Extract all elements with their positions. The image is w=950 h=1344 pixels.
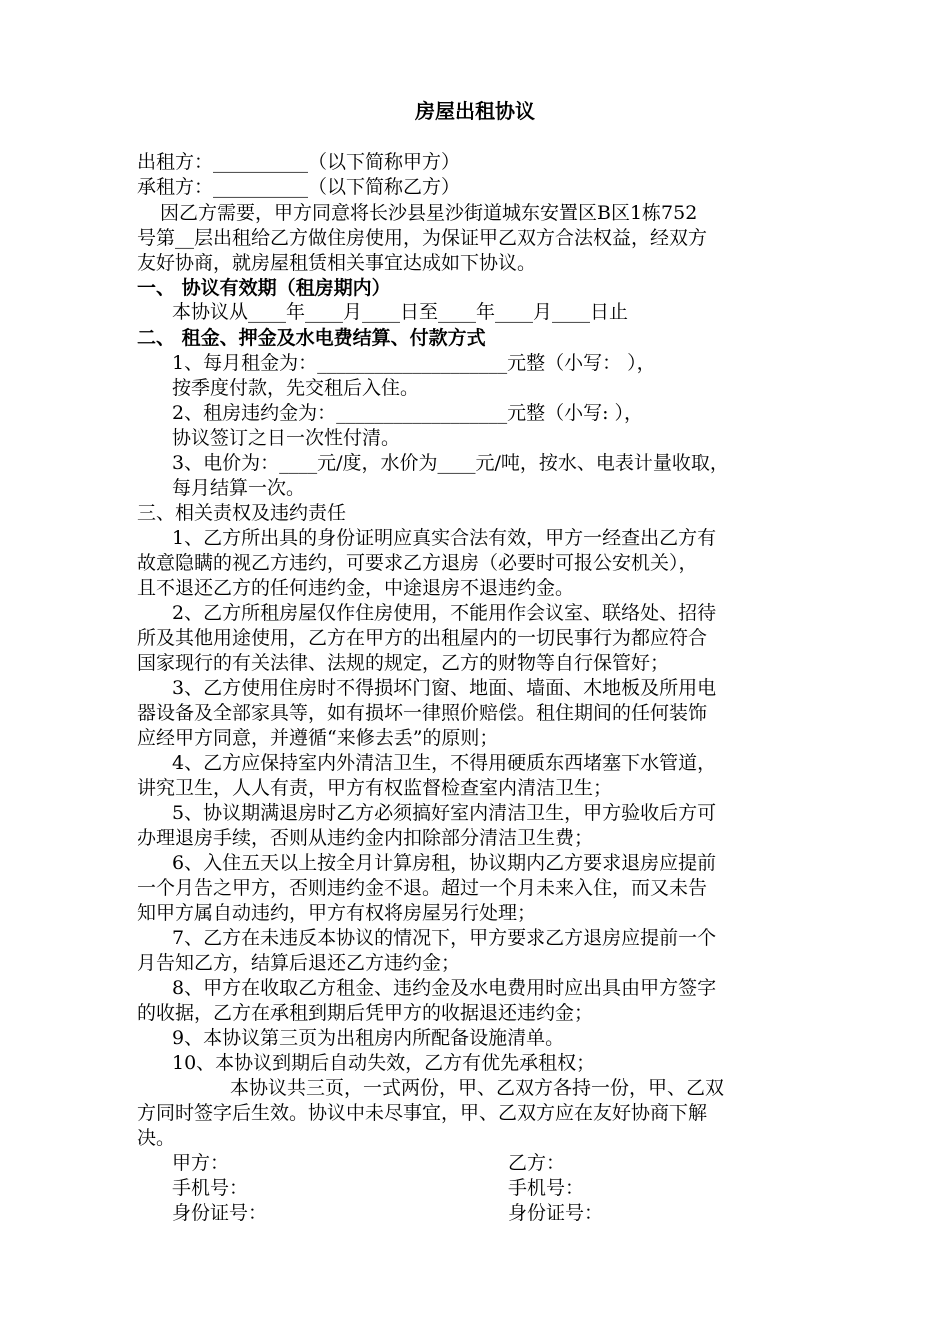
party-a-id-label: 身份证号：: [172, 1202, 268, 1224]
clause-line: 3、乙方使用住房时不得损坏门窗、地面、墙面、木地板及所用电: [172, 677, 717, 699]
clause-line: 一个月告之甲方，否则违约金不退。超过一个月未来入住，而又未告: [137, 877, 708, 899]
section-1-heading: 一、 协议有效期（租房期内）: [137, 277, 391, 299]
clause-line: 的收据，乙方在承租到期后凭甲方的收据退还违约金；: [137, 1002, 594, 1024]
clause-line: 8、甲方在收取乙方租金、违约金及水电费用时应出具由甲方签字: [172, 977, 717, 999]
closing-line: 方同时签字后生效。协议中未尽事宜，甲、乙双方应在友好协商下解: [137, 1102, 708, 1124]
closing-line: 本协议共三页，一式两份，甲、乙双方各持一份，甲、乙双: [230, 1077, 725, 1099]
clause-line: 1、乙方所出具的身份证明应真实合法有效，甲方一经查出乙方有: [172, 527, 717, 549]
clause-line: 国家现行的有关法律、法规的规定，乙方的财物等自行保管好；: [137, 652, 670, 674]
lessor-line: 出租方：__________（以下简称甲方）: [137, 151, 461, 173]
clause-line: 6、入住五天以上按全月计算房租，协议期内乙方要求退房应提前: [172, 852, 717, 874]
clause-line: 月告知乙方，结算后退还乙方违约金；: [137, 952, 461, 974]
clause-line: 讲究卫生，人人有责，甲方有权监督检查室内清洁卫生；: [137, 777, 613, 799]
closing-line: 决。: [137, 1127, 176, 1149]
clause-line: 故意隐瞒的视乙方违约，可要求乙方退房（必要时可报公安机关），: [137, 552, 698, 574]
party-b-phone-label: 手机号：: [508, 1177, 585, 1199]
clause-line: 10、本协议到期后自动失效，乙方有优先承租权；: [172, 1052, 596, 1074]
intro-line: 号第__层出租给乙方做住房使用，为保证甲乙双方合法权益，经双方: [137, 227, 708, 249]
rent-line: 1、每月租金为：____________________元整（小写： ），: [172, 352, 656, 374]
clause-line: 7、乙方在未违反本协议的情况下，甲方要求乙方退房应提前一个: [172, 927, 717, 949]
clause-line: 4、乙方应保持室内外清洁卫生，不得用硬质东西堵塞下水管道，: [172, 752, 717, 774]
clause-line: 器设备及全部家具等，如有损坏一律照价赔偿。租住期间的任何装饰: [137, 702, 708, 724]
validity-period-line: 本协议从____年____月____日至____年____月____日止: [172, 301, 629, 323]
clause-line: 所及其他用途使用，乙方在甲方的出租屋内的一切民事行为都应符合: [137, 627, 708, 649]
deposit-line: 2、租房违约金为：__________________元整（小写: ），: [172, 402, 644, 424]
utility-line: 3、电价为：____元/度，水价为____元/吨，按水、电表计量收取，: [172, 452, 729, 474]
intro-line: 因乙方需要，甲方同意将长沙县星沙街道城东安置区B区1栋752: [160, 202, 698, 224]
clause-line: 5、协议期满退房时乙方必须搞好室内清洁卫生，甲方验收后方可: [172, 802, 717, 824]
deposit-line: 协议签订之日一次性付清。: [172, 427, 401, 449]
party-b-id-label: 身份证号：: [508, 1202, 604, 1224]
clause-line: 知甲方属自动违约，甲方有权将房屋另行处理；: [137, 902, 537, 924]
document-title: 房屋出租协议: [415, 99, 535, 123]
lessee-line: 承租方：__________（以下简称乙方）: [137, 176, 461, 198]
section-2-heading: 二、 租金、押金及水电费结算、付款方式: [137, 327, 486, 349]
clause-line: 9、本协议第三页为出租房内所配备设施清单。: [172, 1027, 565, 1049]
section-3-heading: 三、相关责权及违约责任: [137, 502, 347, 524]
clause-line: 且不退还乙方的任何违约金，中途退房不退违约金。: [137, 577, 575, 599]
party-a-signature-label: 甲方：: [172, 1152, 230, 1174]
utility-line: 每月结算一次。: [172, 477, 306, 499]
party-a-phone-label: 手机号：: [172, 1177, 249, 1199]
intro-line: 友好协商，就房屋租赁相关事宜达成如下协议。: [137, 252, 537, 274]
party-b-signature-label: 乙方：: [508, 1152, 566, 1174]
clause-line: 应经甲方同意，并遵循“来修去丢”的原则；: [137, 727, 499, 749]
clause-line: 2、乙方所租房屋仅作住房使用，不能用作会议室、联络处、招待: [172, 602, 717, 624]
clause-line: 办理退房手续，否则从违约金内扣除部分清洁卫生费；: [137, 827, 594, 849]
rent-line: 按季度付款，先交租后入住。: [172, 377, 420, 399]
